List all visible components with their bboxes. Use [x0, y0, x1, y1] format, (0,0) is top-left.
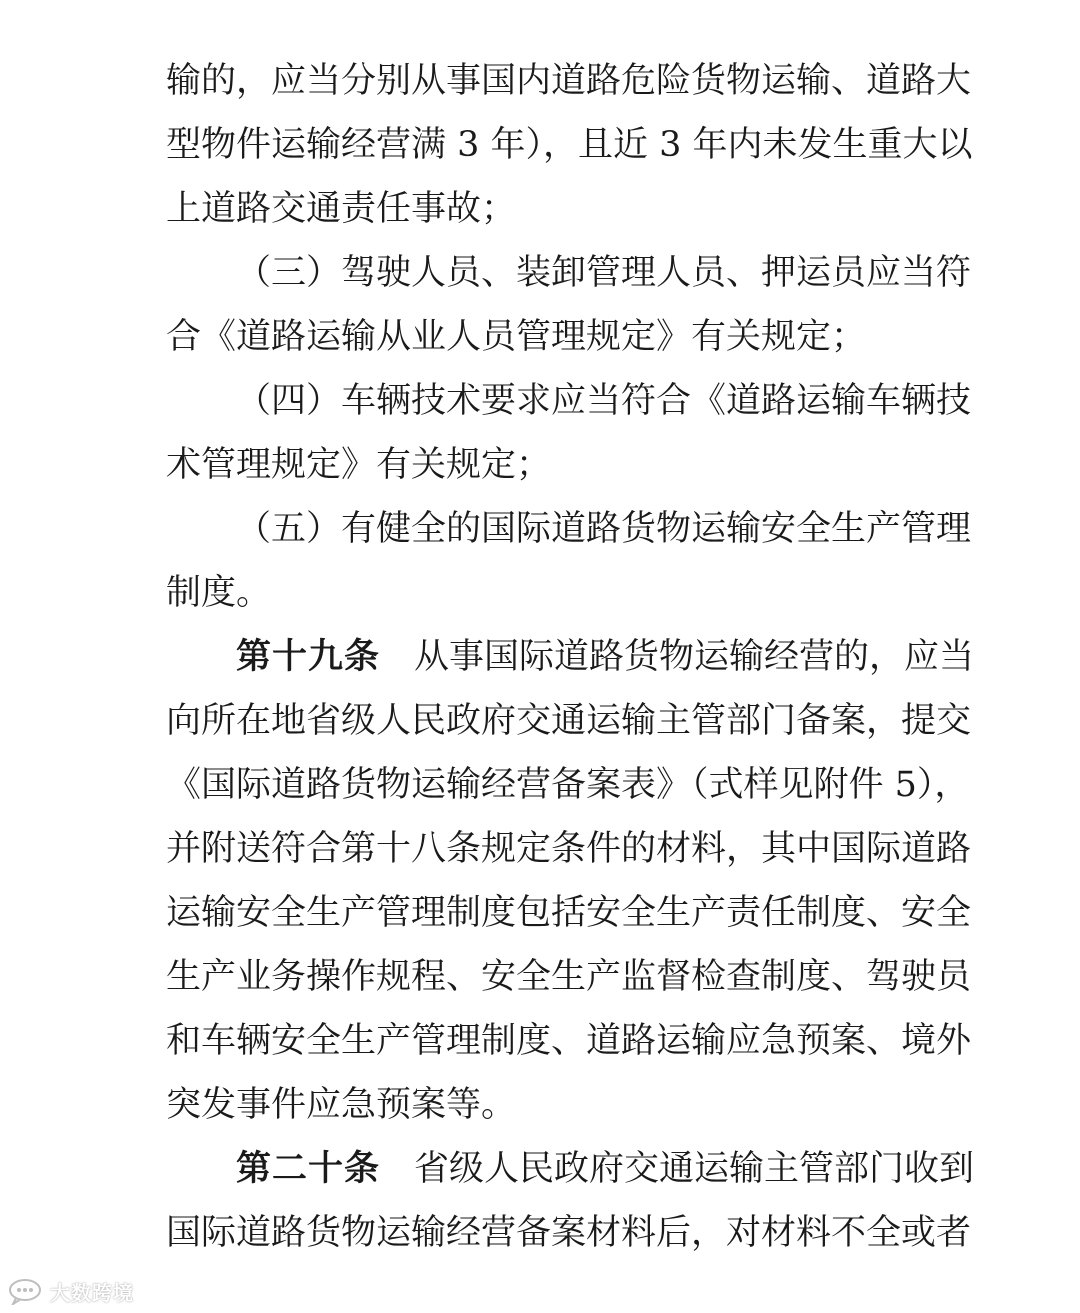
text-line: 术管理规定》有关规定；: [166, 445, 552, 485]
watermark-text: 大数跨境: [50, 1280, 134, 1305]
watermark: [8, 1274, 134, 1308]
text-line: 向所在地省级人民政府交通运输主管部门备案，提交: [166, 701, 972, 741]
article-19-first-line: [236, 625, 975, 689]
text-line: 突发事件应急预案等。: [166, 1085, 517, 1125]
text-line: 上道路交通责任事故；: [166, 189, 517, 229]
text-line: 生产业务操作规程、安全生产监督检查制度、驾驶员: [166, 957, 972, 997]
text-line: 省级人民政府交通运输主管部门收到: [414, 1149, 975, 1189]
text-line: 输的，应当分别从事国内道路危险货物运输、道路大: [166, 61, 972, 101]
text-line: （五）有健全的国际道路货物运输安全生产管理: [236, 509, 972, 549]
article-20-first-line: [236, 1137, 975, 1201]
article-20-heading: 第二十条: [236, 1149, 381, 1189]
chat-bubble-logo-icon: [8, 1277, 44, 1305]
text-line: 从事国际道路货物运输经营的，应当: [414, 637, 975, 677]
text-line: 国际道路货物运输经营备案材料后，对材料不全或者: [166, 1213, 972, 1253]
article-19-heading: 第十九条: [236, 637, 381, 677]
text-line: 运输安全生产管理制度包括安全生产责任制度、安全: [166, 893, 972, 933]
text-line: 型物件运输经营满 3 年），且近 3 年内未发生重大以: [166, 125, 973, 165]
text-line: （四）车辆技术要求应当符合《道路运输车辆技: [236, 381, 972, 421]
text-line: 合《道路运输从业人员管理规定》有关规定；: [166, 317, 867, 357]
text-line: 制度。: [166, 573, 272, 613]
text-line: 《国际道路货物运输经营备案表》（式样见附件 5），: [166, 765, 970, 805]
text-line: 和车辆安全生产管理制度、道路运输应急预案、境外: [166, 1021, 972, 1061]
text-line: （三）驾驶人员、装卸管理人员、押运员应当符: [236, 253, 972, 293]
text-line: 并附送符合第十八条规定条件的材料，其中国际道路: [166, 829, 972, 869]
